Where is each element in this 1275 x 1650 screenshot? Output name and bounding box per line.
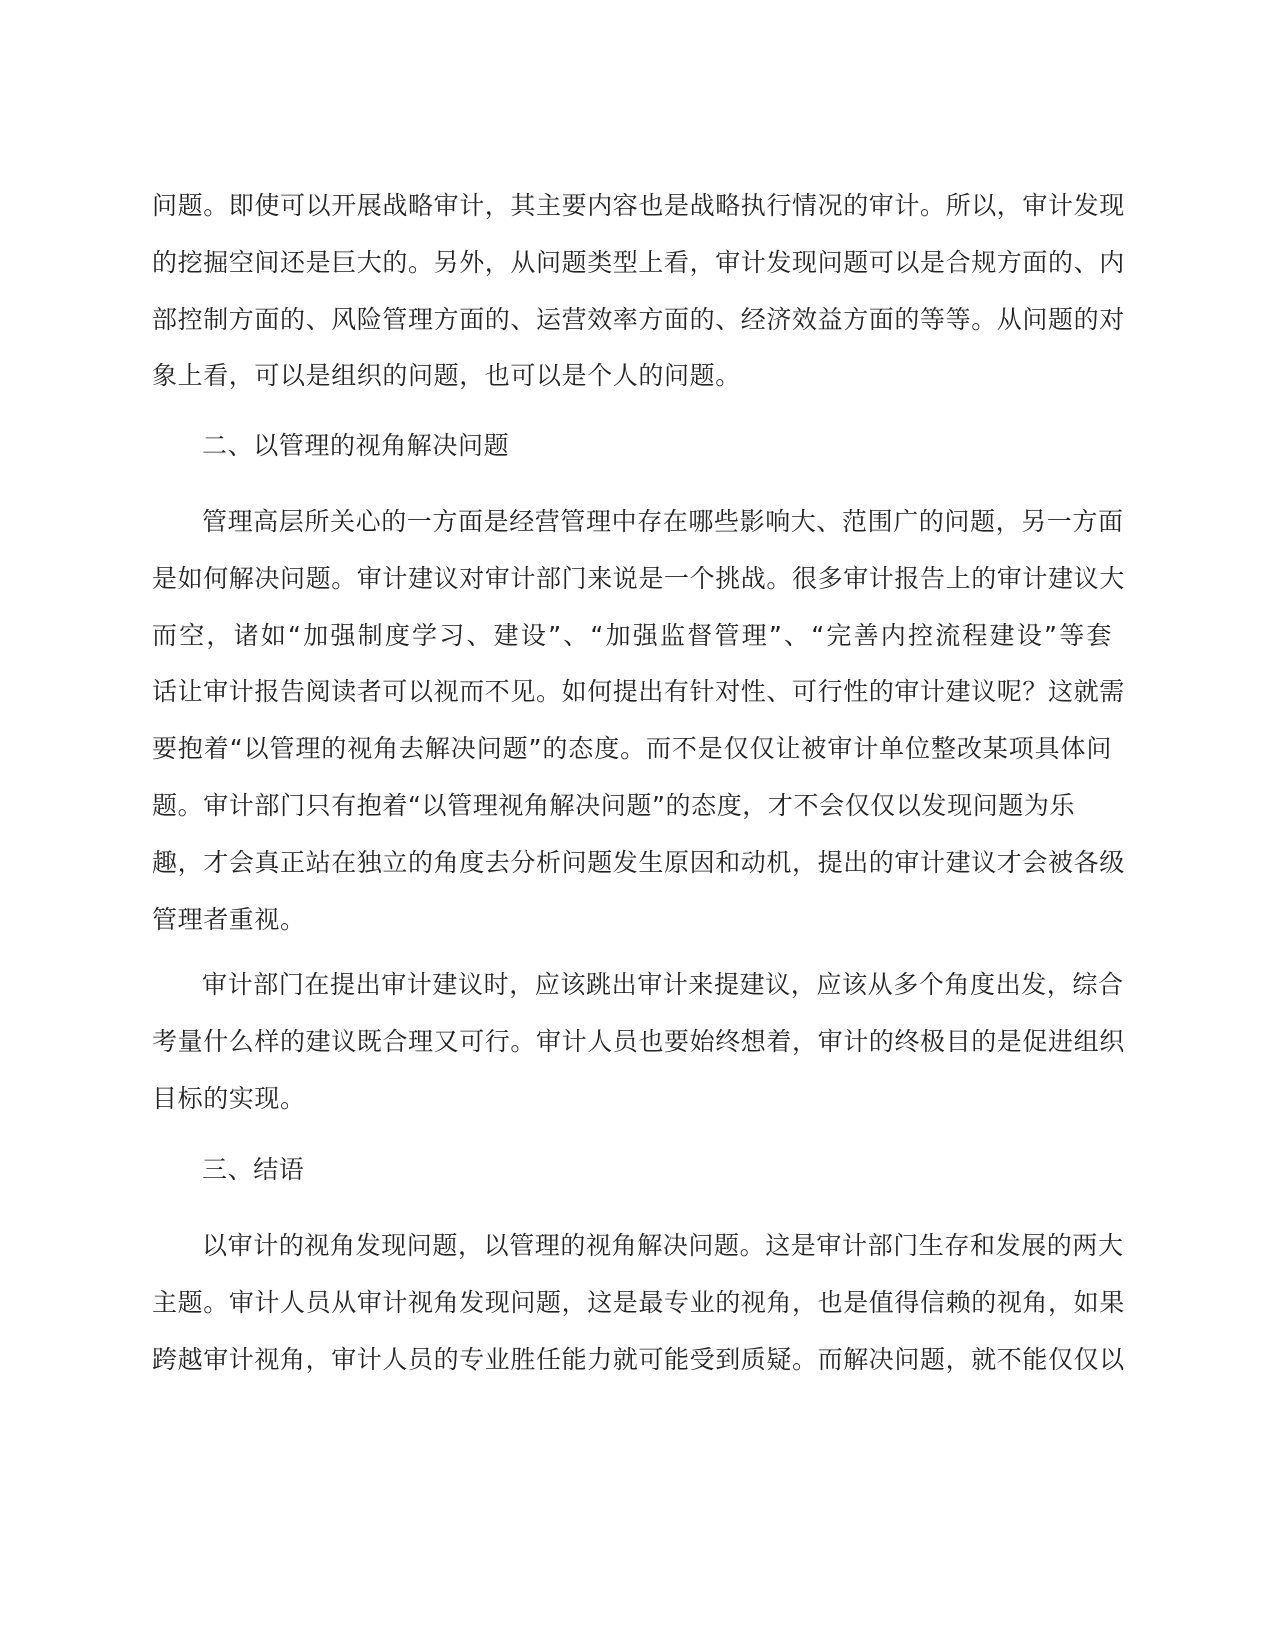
text-line: 审计部门在提出审计建议时，应该跳出审计来提建议，应该从多个角度出发，综合: [202, 970, 1124, 999]
text-line: 象上看，可以是组织的问题，也可以是个人的问题。: [152, 361, 741, 391]
text-line: 而空，诸如“加强制度学习、建设”、“加强监督管理”、“完善内控流程建设”等套: [152, 620, 1112, 650]
text-line: 题。审计部门只有抱着“以管理视角解决问题”的态度，才不会仅仅以发现问题为乐: [152, 790, 1076, 820]
paragraph-audit-suggestions: [152, 494, 1125, 948]
paragraph-conclusion: [152, 1218, 1125, 1388]
paragraph-continuation: [152, 178, 1125, 405]
paragraph-jump-out: [152, 957, 1125, 1127]
text-line: 部控制方面的、风险管理方面的、运营效率方面的、经济效益方面的等等。从问题的对: [152, 304, 1125, 334]
text-line: 的挖掘空间还是巨大的。另外，从问题类型上看，审计发现问题可以是合规方面的、内: [152, 247, 1125, 277]
text-line: 主题。审计人员从审计视角发现问题，这是最专业的视角，也是值得信赖的视角，如果: [152, 1287, 1125, 1317]
text-line: 考量什么样的建议既合理又可行。审计人员也要始终想着，审计的终极目的是促进组织: [152, 1026, 1125, 1056]
text-line: 趣，才会真正站在独立的角度去分析问题发生原因和动机，提出的审计建议才会被各级: [152, 847, 1125, 877]
section-heading-conclusion: 三、结语: [202, 1155, 305, 1184]
text-line: 管理者重视。: [152, 904, 306, 934]
section-heading-manage-perspective: 二、以管理的视角解决问题: [202, 431, 510, 460]
text-line: 是如何解决问题。审计建议对审计部门来说是一个挑战。很多审计报告上的审计建议大: [152, 563, 1125, 593]
text-line: 管理高层所关心的一方面是经营管理中存在哪些影响大、范围广的问题，另一方面: [202, 507, 1124, 536]
text-line: 以审计的视角发现问题，以管理的视角解决问题。这是审计部门生存和发展的两大: [202, 1231, 1124, 1260]
text-line: 问题。即使可以开展战略审计，其主要内容也是战略执行情况的审计。所以，审计发现: [152, 191, 1125, 220]
text-line: 目标的实现。: [152, 1083, 306, 1113]
text-line: 要抱着“以管理的视角去解决问题”的态度。而不是仅仅让被审计单位整改某项具体问: [152, 734, 1112, 764]
text-line: 跨越审计视角，审计人员的专业胜任能力就可能受到质疑。而解决问题，就不能仅仅以: [152, 1344, 1125, 1374]
text-line: 话让审计报告阅读者可以视而不见。如何提出有针对性、可行性的审计建议呢？这就需: [152, 677, 1125, 707]
